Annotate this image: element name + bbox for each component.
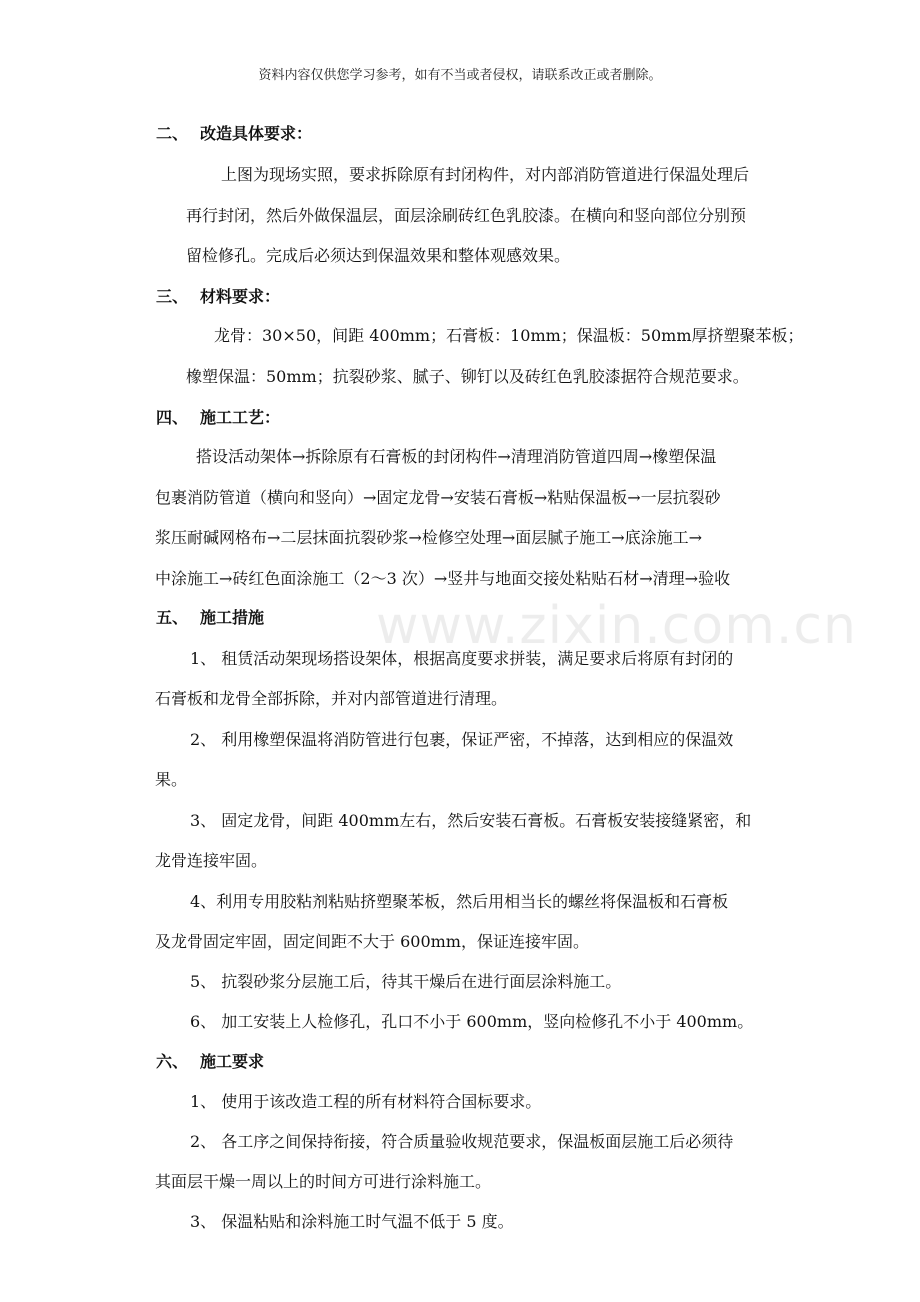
section-title: 施工工艺： <box>200 408 281 427</box>
paragraph-line: 及龙骨固定牢固，固定间距不大于 600mm，保证连接牢固。 <box>155 932 589 951</box>
paragraph-line: 再行封闭，然后外做保温层，面层涂刷砖红色乳胶漆。在横向和竖向部位分别预 <box>186 206 747 225</box>
section-number: 三、 <box>156 287 189 306</box>
paragraph-line: 3、 保温粘贴和涂料施工时气温不低于 5 度。 <box>190 1212 514 1231</box>
paragraph-line: 5、 抗裂砂浆分层施工后，待其干燥后在进行面层涂料施工。 <box>190 972 622 991</box>
section-title: 材料要求： <box>200 287 281 306</box>
header-note: 资料内容仅供您学习参考，如有不当或者侵权，请联系改正或者删除。 <box>258 68 662 83</box>
watermark: www.zixin.com.cn <box>376 596 857 656</box>
paragraph-line: 留检修孔。完成后必须达到保温效果和整体观感效果。 <box>186 246 571 265</box>
section-title: 施工要求 <box>200 1052 265 1071</box>
section-2-heading <box>156 121 312 144</box>
paragraph-line: 石膏板和龙骨全部拆除，并对内部管道进行清理。 <box>155 689 508 708</box>
paragraph-line: 橡塑保温：50mm；抗裂砂浆、腻子、铆钉以及砖红色乳胶漆据符合规范要求。 <box>186 367 749 386</box>
paragraph-line: 1、 租赁活动架现场搭设架体，根据高度要求拼装，满足要求后将原有封闭的 <box>190 649 734 668</box>
section-number: 四、 <box>156 408 189 427</box>
section-6-heading <box>156 1049 264 1072</box>
paragraph-line: 2、 利用橡塑保温将消防管进行包裹，保证严密，不掉落，达到相应的保温效 <box>190 730 734 749</box>
section-number: 二、 <box>156 124 189 143</box>
section-5-heading <box>156 605 264 628</box>
section-title: 施工措施 <box>200 608 265 627</box>
paragraph-line: 6、 加工安装上人检修孔，孔口不小于 600mm，竖向检修孔不小于 400mm。 <box>190 1012 754 1031</box>
paragraph-line: 浆压耐碱网格布→二层抹面抗裂砂浆→检修空处理→面层腻子施工→底涂施工→ <box>155 528 703 547</box>
paragraph-line: 2、 各工序之间保持衔接，符合质量验收规范要求，保温板面层施工后必须待 <box>190 1132 734 1151</box>
paragraph-line: 龙骨：30×50，间距 400mm；石膏板：10mm；保温板：50mm厚挤塑聚苯板； <box>214 326 804 345</box>
paragraph-line: 中涂施工→砖红色面涂施工（2～3 次）→竖井与地面交接处粘贴石材→清理→验收 <box>155 569 731 588</box>
paragraph-line: 3、 固定龙骨，间距 400mm左右，然后安装石膏板。石膏板安装接缝紧密，和 <box>190 811 752 830</box>
paragraph-line: 其面层干燥一周以上的时间方可进行涂料施工。 <box>155 1172 492 1191</box>
paragraph-line: 龙骨连接牢固。 <box>155 851 268 870</box>
section-4-heading <box>156 405 280 428</box>
paragraph-line: 搭设活动架体→拆除原有石膏板的封闭构件→清理消防管道四周→橡塑保温 <box>196 447 717 466</box>
paragraph-line: 上图为现场实照，要求拆除原有封闭构件，对内部消防管道进行保温处理后 <box>221 165 750 184</box>
section-number: 五、 <box>156 608 189 627</box>
paragraph-line: 包裹消防管道（横向和竖向）→固定龙骨→安装石膏板→粘贴保温板→一层抗裂砂 <box>155 488 721 507</box>
paragraph-line: 1、 使用于该改造工程的所有材料符合国标要求。 <box>190 1092 542 1111</box>
paragraph-line: 果。 <box>155 770 188 789</box>
paragraph-line: 4、利用专用胶粘剂粘贴挤塑聚苯板，然后用相当长的螺丝将保温板和石膏板 <box>190 892 729 911</box>
section-title: 改造具体要求： <box>200 124 313 143</box>
section-3-heading <box>156 284 280 307</box>
section-number: 六、 <box>156 1052 189 1071</box>
